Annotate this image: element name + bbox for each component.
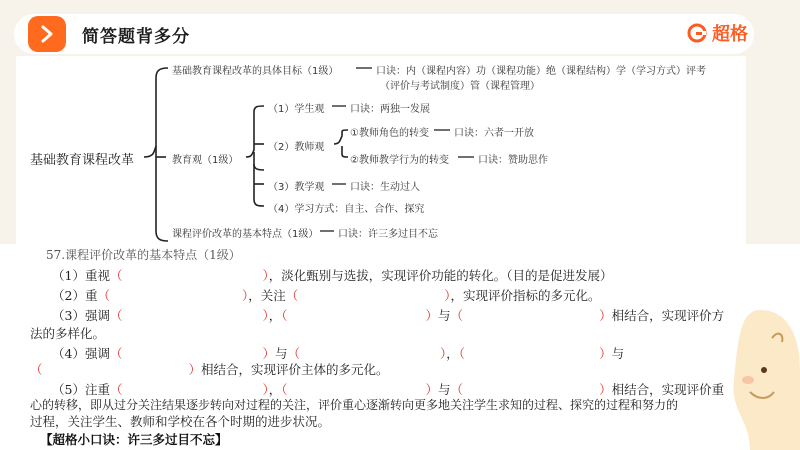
line-4-cont: （ ）相结合，实现评价主体的多元化。: [30, 362, 389, 377]
branch-evaluation-mnemonic: 口诀：许三多过目不忘: [338, 229, 438, 240]
mnemonic-tip: 【超格小口诀：许三多过目不忘】: [40, 432, 228, 447]
branch-goals-mnemonic: 口诀：内（课程内容）功（课程功能）绝（课程结构）学（学习方式）评考: [376, 66, 706, 77]
teaching-view: （3）教学观: [268, 182, 325, 193]
line-4: （4）强调（ ）与（ ），（ ）与: [52, 346, 625, 361]
teacher-role-change: ①教师角色的转变: [350, 128, 429, 139]
line-3: （3）强调（ ），（ ）与（ ）相结合，实现评价方: [52, 308, 725, 323]
blank-close: ）: [262, 268, 269, 283]
question-heading: 57.课程评价改革的基本特点（1级）: [46, 248, 241, 262]
brand: [686, 20, 748, 46]
line-2: （2）重（ ），关注（ ），实现评价指标的多元化。: [52, 288, 601, 303]
mind-map: [16, 56, 746, 252]
arrow-icon: [28, 16, 66, 52]
student-view: （1）学生观: [268, 104, 325, 115]
branch-evaluation: 课程评价改革的基本特点（1级）: [172, 229, 319, 240]
brand-logo-icon: [686, 22, 708, 44]
mindmap-root: 基础教育课程改革: [30, 153, 135, 168]
learning-style: （4）学习方式：自主、合作、探究: [268, 204, 425, 215]
line-5-cont: 心的转移，即从过分关注结果逐步转向对过程的关注，评价重心逐渐转向更多地关注学生求知的过程、探究的过程和努力的: [30, 398, 679, 412]
line-3-cont: 法的多样化。: [30, 326, 106, 341]
line-5: （5）注重（ ），（ ）与（ ）相结合，实现评价重: [52, 382, 725, 397]
mascot-image: [720, 300, 800, 450]
line-5-cont-2: 过程，关注学生、教师和学校在各个时期的进步状况。: [30, 414, 331, 429]
teacher-role-mnemonic: 口诀：六者一开放: [454, 128, 534, 139]
teacher-behavior-mnemonic: 口诀：赞助思作: [478, 155, 548, 166]
branch-education-view: 教育观（1级）: [172, 155, 239, 166]
student-view-mnemonic: 口诀：两独一发展: [350, 104, 430, 115]
branch-goals: 基础教育课程改革的具体目标（1级）: [172, 66, 339, 77]
teacher-view: （2）教师观: [268, 142, 325, 153]
page-title: 简答题背多分: [82, 27, 190, 47]
content-area: [0, 244, 800, 450]
branch-goals-mnemonic-2: （评价与考试制度）管（课程管理）: [380, 81, 540, 92]
line-1: （1）重视（ ），淡化甄别与选拔，实现评价功能的转化。（目的是促进发展）: [52, 268, 613, 283]
teaching-view-mnemonic: 口诀：生动过人: [350, 182, 420, 193]
teacher-behavior-change: ②教师教学行为的转变: [350, 155, 449, 166]
blank-open: （: [109, 268, 123, 283]
brand-name: 超格: [712, 24, 748, 45]
